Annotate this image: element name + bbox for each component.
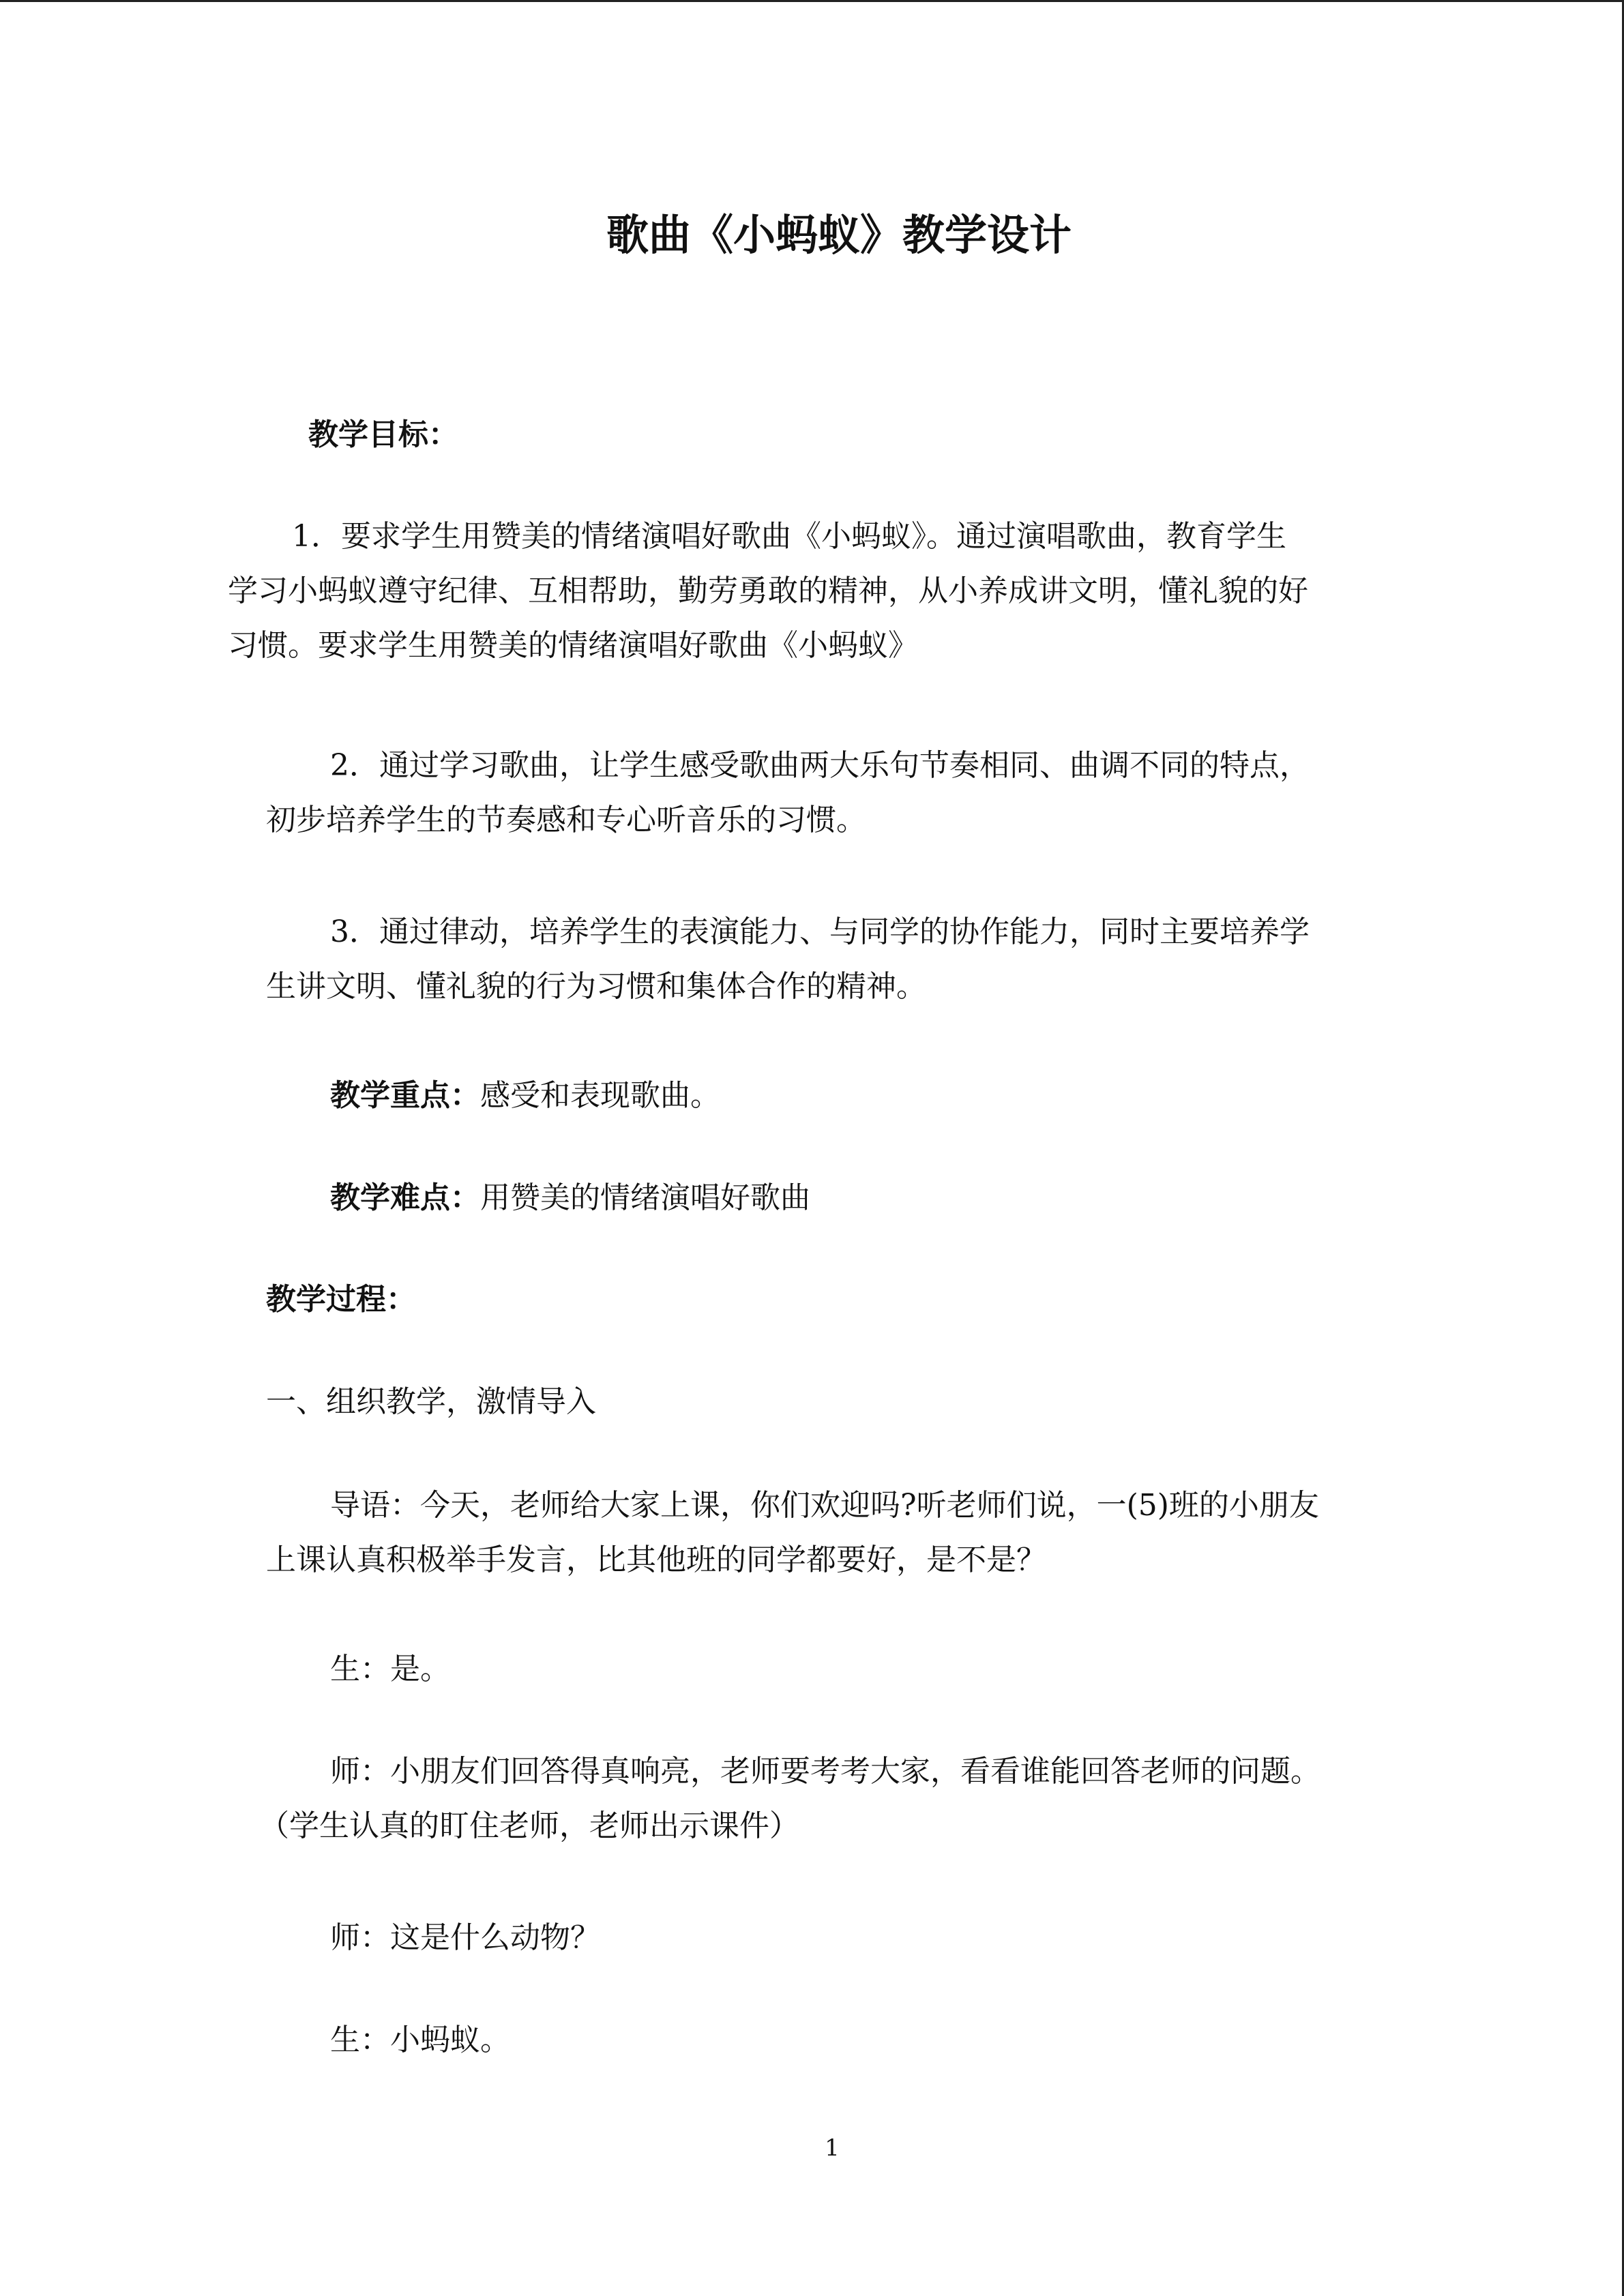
dialogue-student-2: 生：小蚂蚁。 [330, 2023, 510, 2057]
difficulty-text: 用赞美的情绪演唱好歌曲 [480, 1180, 810, 1215]
page-top-border [0, 0, 1624, 2]
objective-3-line-2: 生讲文明、懂礼貌的行为习惯和集体合作的精神。 [266, 969, 926, 1004]
intro-line-2: 上课认真积极举手发言，比其他班的同学都要好，是不是？ [266, 1542, 1046, 1577]
objectives-heading: 教学目标： [308, 417, 458, 452]
objective-2-line-2: 初步培养学生的节奏感和专心听音乐的习惯。 [266, 803, 866, 837]
objective-1-line-1: 1．要求学生用赞美的情绪演唱好歌曲《小蚂蚁》。通过演唱歌曲，教育学生 [292, 519, 1286, 554]
key-point [330, 1069, 720, 1123]
section-1-heading: 一、组织教学，激情导入 [266, 1384, 596, 1419]
dialogue-teacher-1 [259, 1744, 1320, 1853]
dialogue-teacher-1-line-1: 师：小朋友们回答得真响亮，老师要考考大家，看看谁能回答老师的问题。 [330, 1754, 1320, 1789]
dialogue-student-1: 生：是。 [330, 1652, 450, 1686]
key-point-text: 感受和表现歌曲。 [480, 1078, 720, 1113]
dialogue-teacher-2: 师：这是什么动物？ [330, 1920, 600, 1955]
objective-1-line-2: 学习小蚂蚁遵守纪律、互相帮助，勤劳勇敢的精神，从小养成讲文明，懂礼貌的好 [228, 573, 1308, 608]
intro-paragraph [266, 1478, 1319, 1587]
document-title: 歌曲《小蚂蚁》教学设计 [606, 210, 1072, 260]
objective-2 [266, 739, 1310, 848]
intro-line-1: 导语：今天，老师给大家上课，你们欢迎吗?听老师们说，一(5)班的小朋友 [330, 1488, 1319, 1523]
objective-3-line-1: 3．通过律动，培养学生的表演能力、与同学的协作能力，同时主要培养学 [330, 914, 1310, 949]
key-point-label: 教学重点： [330, 1078, 480, 1113]
difficulty-label: 教学难点： [330, 1180, 480, 1215]
process-heading: 教学过程： [266, 1282, 416, 1317]
objective-1 [228, 509, 1308, 673]
page-number: 1 [825, 2134, 840, 2162]
objective-2-line-1: 2．通过学习歌曲，让学生感受歌曲两大乐句节奏相同、曲调不同的特点， [330, 748, 1310, 783]
difficulty [330, 1171, 810, 1225]
dialogue-teacher-1-line-2: （学生认真的盯住老师，老师出示课件） [259, 1808, 799, 1843]
objective-3 [266, 905, 1310, 1014]
objective-1-line-3: 习惯。要求学生用赞美的情绪演唱好歌曲《小蚂蚁》 [228, 628, 918, 663]
